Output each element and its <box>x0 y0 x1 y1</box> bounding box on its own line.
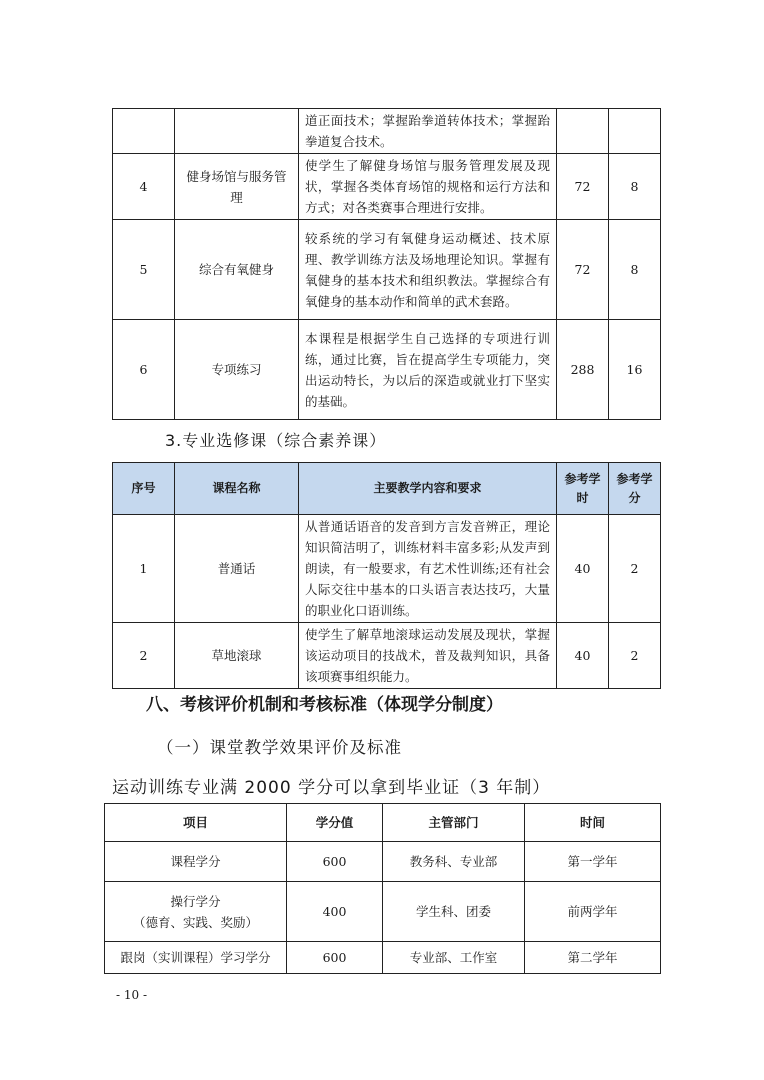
course-desc-cell: 道正面技术；掌握跆拳道转体技术；掌握跆拳道复合技术。 <box>299 109 557 154</box>
course-name-cell <box>175 109 299 154</box>
table-row <box>113 623 661 689</box>
course-no-cell <box>113 109 175 154</box>
table-row <box>105 942 661 974</box>
table-row <box>113 154 661 220</box>
header-no: 序号 <box>113 463 175 515</box>
credit-item-label: 跟岗（实训课程）学习学分 <box>120 950 271 965</box>
header-name: 课程名称 <box>175 463 299 515</box>
credit-time-cell: 第二学年 <box>525 942 661 974</box>
course-desc-cell: 使学生了解草地滚球运动发展及现状，掌握该运动项目的技战术，普及裁判知识，具备该项赛事组织能力。 <box>299 623 557 689</box>
course-hours-cell: 72 <box>557 154 609 220</box>
credit-requirement-text: 运动训练专业满 2000 学分可以拿到毕业证（3 年制） <box>112 778 551 798</box>
credit-value-cell: 600 <box>287 942 383 974</box>
header-value: 学分值 <box>287 804 383 842</box>
course-no-cell: 5 <box>113 220 175 320</box>
course-desc-cell: 较系统的学习有氧健身运动概述、技术原理、教学训练方法及场地理论知识。掌握有氧健身的基本技术和组织教法。掌握综合有氧健身的基本动作和简单的武术套路。 <box>299 220 557 320</box>
credit-item-cell <box>105 942 287 974</box>
header-dept: 主管部门 <box>383 804 525 842</box>
subsection-heading: （一）课堂教学效果评价及标准 <box>157 738 402 757</box>
course-table-continued <box>112 108 661 420</box>
credit-item-label: 操行学分 <box>170 893 221 909</box>
credit-time-cell: 第一学年 <box>525 842 661 882</box>
course-credits-cell: 8 <box>609 154 661 220</box>
header-time: 时间 <box>525 804 661 842</box>
course-name-cell: 健身场馆与服务管理 <box>175 154 299 220</box>
credit-value-cell: 400 <box>287 882 383 942</box>
course-hours-cell: 72 <box>557 220 609 320</box>
table-row <box>113 109 661 154</box>
course-hours-cell: 288 <box>557 320 609 420</box>
header-hours: 参考学时 <box>557 463 609 515</box>
table-row <box>105 842 661 882</box>
course-desc-cell: 使学生了解健身场馆与服务管理发展及现状，掌握各类体育场馆的规格和运行方法和方式；对各类赛事合理进行安排。 <box>299 154 557 220</box>
course-name-cell: 草地滚球 <box>175 623 299 689</box>
course-desc-cell: 从普通话语音的发音到方言发音辨正，理论知识简洁明了，训练材料丰富多彩;从发声到朗读，有一般要求，有艺术性训练;还有社会人际交往中基本的口头语言表达技巧，大量的职业化口语训练。 <box>299 515 557 623</box>
course-hours-cell: 40 <box>557 515 609 623</box>
course-credits-cell: 2 <box>609 515 661 623</box>
table-header-row <box>105 804 661 842</box>
table-row <box>105 882 661 942</box>
credit-table <box>104 803 661 974</box>
course-credits-cell: 8 <box>609 220 661 320</box>
course-credits-cell: 16 <box>609 320 661 420</box>
credit-dept-cell: 专业部、工作室 <box>383 942 525 974</box>
header-desc: 主要教学内容和要求 <box>299 463 557 515</box>
course-credits-cell: 2 <box>609 623 661 689</box>
credit-value-cell: 600 <box>287 842 383 882</box>
course-no-cell: 1 <box>113 515 175 623</box>
page-number: - 10 - <box>116 988 148 1002</box>
credit-dept-cell: 学生科、团委 <box>383 882 525 942</box>
credit-item-sublabel: （德育、实践、奖励） <box>132 914 258 930</box>
course-no-cell: 2 <box>113 623 175 689</box>
table-row <box>113 320 661 420</box>
elective-course-table <box>112 462 661 689</box>
section-heading: 八、考核评价机制和考核标准（体现学分制度） <box>146 695 503 715</box>
credit-item-label: 课程学分 <box>170 854 221 869</box>
table-row <box>113 515 661 623</box>
course-hours-cell: 40 <box>557 623 609 689</box>
credit-item-cell <box>105 882 287 942</box>
credit-item-cell <box>105 842 287 882</box>
header-item: 项目 <box>105 804 287 842</box>
course-no-cell: 4 <box>113 154 175 220</box>
course-credits-cell <box>609 109 661 154</box>
credit-dept-cell: 教务科、专业部 <box>383 842 525 882</box>
table-row <box>113 220 661 320</box>
header-credits: 参考学分 <box>609 463 661 515</box>
course-no-cell: 6 <box>113 320 175 420</box>
course-name-cell: 专项练习 <box>175 320 299 420</box>
credit-time-cell: 前两学年 <box>525 882 661 942</box>
course-desc-cell: 本课程是根据学生自己选择的专项进行训练，通过比赛，旨在提高学生专项能力，突出运动特长，为以后的深造或就业打下坚实的基础。 <box>299 320 557 420</box>
elective-heading: 3.专业选修课（综合素养课） <box>165 431 387 450</box>
course-name-cell: 综合有氧健身 <box>175 220 299 320</box>
course-hours-cell <box>557 109 609 154</box>
table-header-row <box>113 463 661 515</box>
course-name-cell: 普通话 <box>175 515 299 623</box>
